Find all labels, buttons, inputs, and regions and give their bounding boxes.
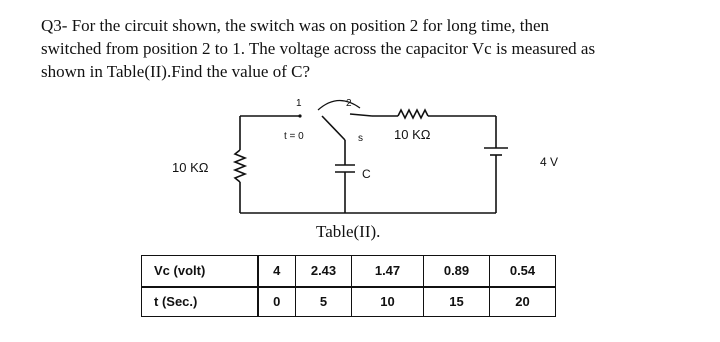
- table-cell: 15: [424, 287, 490, 317]
- table-cell: 0.54: [490, 256, 556, 287]
- switch-arm: [322, 116, 345, 140]
- switch-pos2-label: 2: [346, 98, 352, 109]
- battery-label: 4 V: [540, 155, 559, 169]
- capacitor-label: C: [362, 167, 371, 181]
- table-cell: 10: [352, 287, 424, 317]
- row-header-vc: Vc (volt): [142, 256, 258, 287]
- table-row: [142, 256, 556, 287]
- switch-arc: [318, 100, 360, 110]
- switch-terminal-1: [298, 114, 301, 117]
- table-cell: 20: [490, 287, 556, 317]
- switch-s-label: s: [358, 133, 363, 144]
- question-line-3: shown in Table(II).Find the value of C?: [41, 62, 311, 81]
- table-cell: 0: [258, 287, 296, 317]
- table-cell: 0.89: [424, 256, 490, 287]
- resistor-left-label: 10 KΩ: [172, 160, 209, 175]
- table-cell: 5: [296, 287, 352, 317]
- switch-pos1-label: 1: [296, 98, 302, 109]
- resistor-left: [235, 150, 245, 182]
- switch-time-label: t = 0: [284, 131, 304, 142]
- table-cell: 4: [258, 256, 296, 287]
- switch-throw-right: [350, 114, 372, 116]
- table-cell: 1.47: [352, 256, 424, 287]
- question-line-1: Q3- For the circuit shown, the switch was on position 2 for long time, then: [41, 16, 550, 35]
- question-line-2: switched from position 2 to 1. The voltage across the capacitor Vc is measured as: [41, 39, 596, 58]
- resistor-right: [398, 110, 428, 118]
- row-header-t: t (Sec.): [142, 287, 258, 317]
- data-table: [141, 255, 556, 317]
- table-caption: Table(II).: [316, 222, 381, 241]
- table-cell: 2.43: [296, 256, 352, 287]
- table-row: [142, 287, 556, 317]
- resistor-right-label: 10 KΩ: [394, 127, 431, 142]
